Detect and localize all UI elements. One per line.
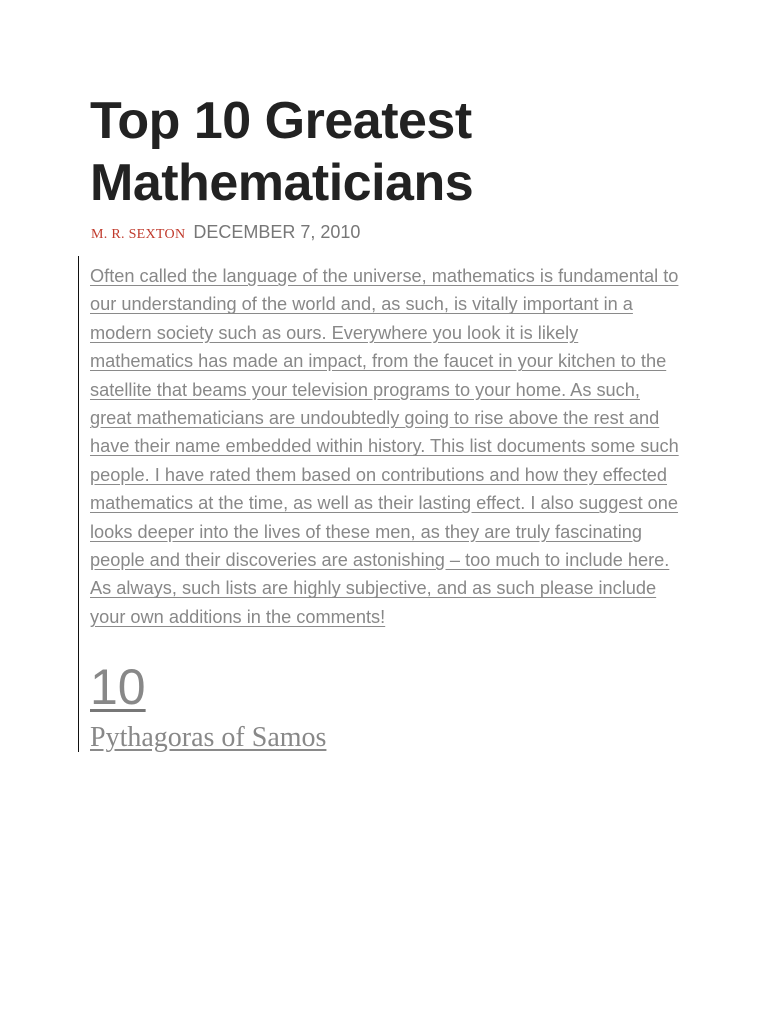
entry-rank-number[interactable]: 10	[90, 659, 146, 715]
byline	[91, 222, 360, 243]
publish-date: DECEMBER 7, 2010	[193, 222, 361, 242]
author-name[interactable]: M. R. SEXTON	[91, 227, 186, 242]
intro-paragraph[interactable]: Often called the language of the universe, mathematics is fundamental to our understanding of the world and, as such, is vitally important in a modern society such as ours. Everywhere you look it is likely mathematics has made an impact, from the faucet in your kitchen to the satellite that beams your television programs to your home. As such, great mathematicians are undoubtedly going to rise above the rest and have their name embedded within history. This list documents some such people. I have rated them based on contributions and how they effected mathematics at the time, as well as their lasting effect. I also suggest one looks deeper into the lives of these men, as they are truly fascinating people and their discoveries are astonishing – too much to include here. As always, such lists are highly subjective, and as such please include your own additions in the comments!	[90, 266, 679, 627]
left-rule	[78, 256, 79, 752]
entry-title[interactable]: Pythagoras of Samos	[90, 722, 327, 753]
article-title: Top 10 Greatest Mathematicians	[90, 92, 474, 212]
